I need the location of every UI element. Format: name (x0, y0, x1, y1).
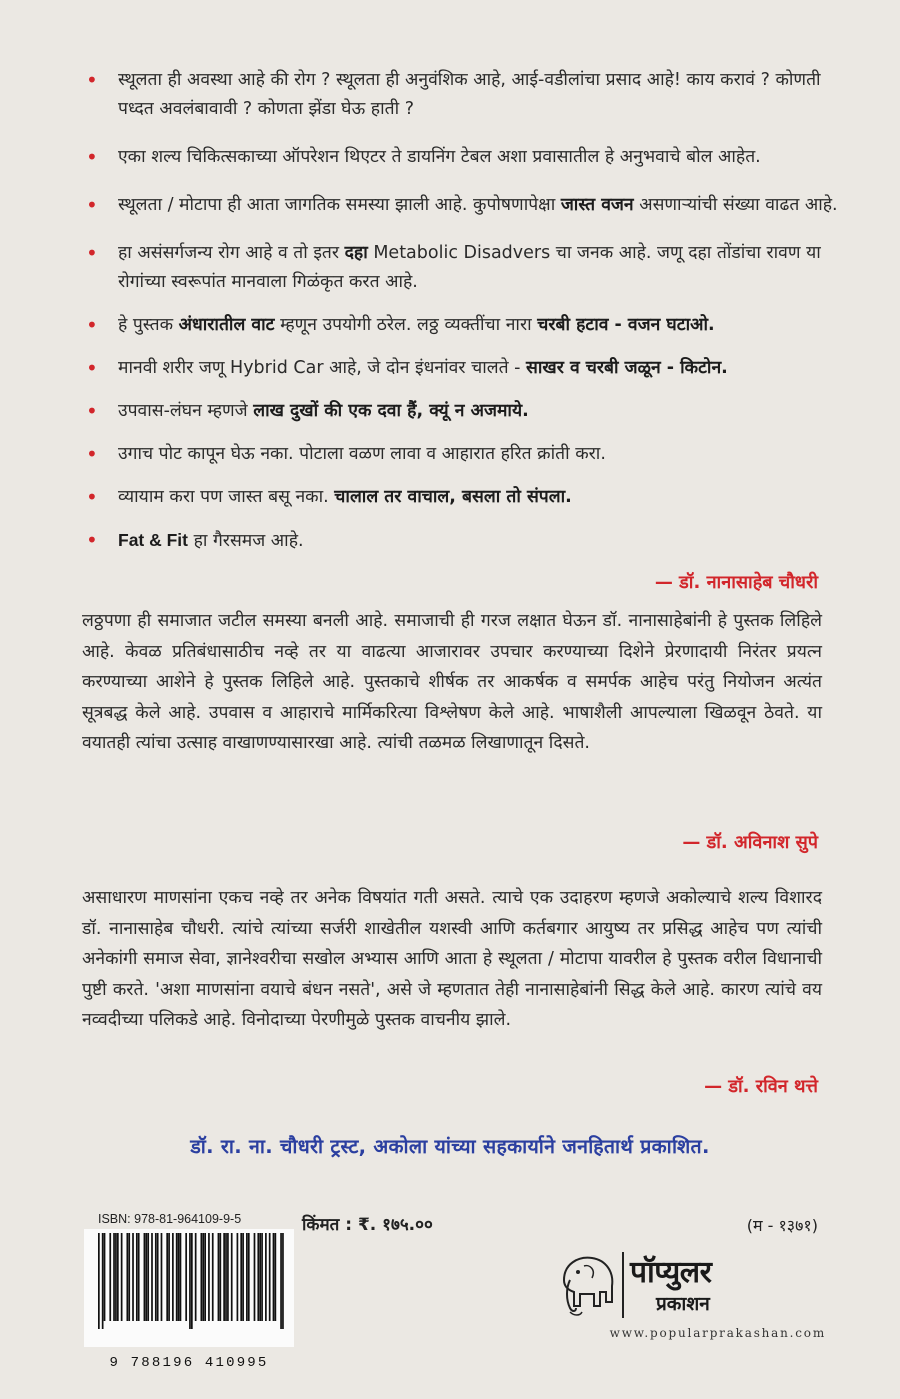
bullet-bold-text: अंधारातील वाट (178, 315, 275, 335)
bullet-dot-icon: • (86, 485, 98, 509)
barcode-bar (254, 1233, 256, 1321)
barcode-bar (195, 1233, 197, 1321)
barcode-bar (200, 1233, 202, 1321)
barcode-bar (208, 1233, 210, 1321)
barcode-bar (265, 1233, 267, 1321)
bullet-bold-text: Fat & Fit (118, 530, 188, 550)
barcode-bar (115, 1233, 117, 1321)
barcode-bar (240, 1233, 242, 1321)
bullet-item (82, 483, 842, 512)
bullet-text: स्थूलता ही अवस्था आहे की रोग ? स्थूलता ही अनुवंशिक आहे, आई-वडीलांचा प्रसाद आहे! काय करावं ? कोणती पध्दत अवलंबावावी ? कोणता झेंडा घेऊ हाती ? (118, 70, 821, 119)
review-paragraph-1: लठ्ठपणा ही समाजात जटील समस्या बनली आहे. समाजाची ही गरज लक्षात घेऊन डॉ. नानासाहेबांनी हे पुस्तक लिहिले आहे. केवळ प्रतिबंधासाठीच नव्हे तर या वाढत्या आजारावर उपचार करण्याच्या दिशेने प्रेरणादायी निरंतर प्रयत्न करण्याच्या आशेने हे पुस्तक लिहिले आहे. पुस्तकाचे शीर्षक तर आकर्षक व समर्पक आहेच परंतु नियोजन अत्यंत सूत्रबद्ध केले आहे. उपवास व आहाराचे मार्मिकरित्या विश्लेषण केले आहे. भाषाशैली आपल्याला खिळवून ठेवते. या वयातही त्यांचा उत्साह वाखाणण्यासारखा आहे. त्यांची तळमळ लिखाणातून दिसते. (82, 611, 822, 753)
barcode-bar (161, 1233, 163, 1321)
publisher-name: पॉप्युलर (630, 1255, 712, 1290)
bullet-text: उगाच पोट कापून घेऊ नका. पोटाला वळण लावा व आहारात हरित क्रांती करा. (118, 444, 606, 464)
barcode-bar (144, 1233, 146, 1321)
bullet-item (82, 526, 842, 556)
barcode-bar (257, 1233, 259, 1321)
barcode-bar (136, 1233, 138, 1321)
bullet-item (82, 397, 842, 426)
barcode-bar (121, 1233, 123, 1321)
bullet-dot-icon: • (86, 399, 98, 423)
barcode-bar (189, 1233, 191, 1329)
barcode-bar (98, 1233, 100, 1329)
logo-divider (622, 1252, 624, 1318)
bullet-item (82, 311, 842, 340)
bullet-text: Metabolic Disadvers चा जनक आहे. जणू दहा तोंडांचा रावण या रोगांच्या स्वरूपांत मानवाला गिळंकृत करत आहे. (118, 243, 821, 292)
bullet-item (82, 354, 842, 383)
bullet-dot-icon: • (86, 145, 98, 169)
barcode-bar (155, 1233, 157, 1321)
barcode (84, 1229, 294, 1347)
bullet-bold-text: जास्त वजन (560, 195, 634, 215)
bullet-bold-text: चालाल तर वाचाल, बसला तो संपला. (334, 487, 572, 507)
barcode-bar (269, 1233, 271, 1321)
barcode-bar (180, 1233, 182, 1321)
barcode-bar (204, 1233, 206, 1321)
bullet-bold-text: साखर व चरबी जळून - किटोन. (526, 358, 728, 378)
bullet-dot-icon: • (86, 241, 98, 265)
barcode-bar (168, 1233, 170, 1321)
book-code: (म - १३७१) (746, 1216, 818, 1235)
signature-ravin: — डॉ. रविन थत्ते (704, 1076, 818, 1097)
barcode-bar (138, 1233, 140, 1321)
review-paragraph-2: असाधारण माणसांना एकच नव्हे तर अनेक विषयांत गती असते. त्याचे एक उदाहरण म्हणजे अकोल्याचे शल्य विशारद डॉ. नानासाहेब चौधरी. त्यांचे त्यांच्या सर्जरी शाखेतील यशस्वी आणि कर्तबगार आयुष्य तर प्रसिद्ध आहेच पण त्यांची अनेकांगी समाज सेवा, ज्ञानेश्वरीचा सखोल अभ्यास आणि आता हे स्थूलता / मोटापा यावरील हे पुस्तक वरील विधानाची पुष्टी करते. 'अशा माणसांना वयाचे बंधन नसते', असे जे म्हणतात तेही नानासाहेबांनी सिद्ध केले आहे. कारण त्यांचे वय नव्वदीच्या पलिकडे आहे. विनोदाच्या पेरणीमुळे पुस्तक वाचनीय झाले. (82, 888, 822, 1030)
bullet-text: एका शल्य चिकित्सकाच्या ऑपरेशन थिएटर ते डायनिंग टेबल अशा प्रवासातील हे अनुभवाचे बोल आहेत. (118, 147, 761, 167)
barcode-bar (219, 1233, 221, 1321)
bullet-item (82, 191, 842, 220)
barcode-bars-icon (98, 1233, 284, 1329)
barcode-bar (166, 1233, 168, 1321)
bullet-dot-icon: • (86, 528, 98, 552)
barcode-bar (145, 1233, 147, 1321)
bullet-text: हे पुस्तक (118, 315, 179, 335)
barcode-bar (242, 1233, 244, 1321)
barcode-bar (102, 1233, 104, 1329)
barcode-bar (117, 1233, 119, 1321)
bullet-list (82, 66, 842, 556)
signature-avinash: — डॉ. अविनाश सुपे (682, 832, 818, 853)
barcode-bar (275, 1233, 277, 1321)
bullet-dot-icon: • (86, 313, 98, 337)
barcode-bar (178, 1233, 180, 1321)
bullet-text: व्यायाम करा पण जास्त बसू नका. (118, 487, 335, 507)
barcode-bar (172, 1233, 174, 1321)
barcode-bar (259, 1233, 261, 1321)
barcode-bar (225, 1233, 227, 1321)
barcode-bar (280, 1233, 282, 1329)
barcode-bar (157, 1233, 159, 1321)
bullet-dot-icon: • (86, 68, 98, 92)
barcode-bar (202, 1233, 204, 1321)
barcode-bar (227, 1233, 229, 1321)
bullet-text: उपवास-लंघन म्हणजे (118, 401, 254, 421)
bullet-text: म्हणून उपयोगी ठरेल. लठ्ठ व्यक्तींचा नारा (274, 315, 538, 335)
barcode-bar (113, 1233, 115, 1321)
barcode-bar (151, 1233, 153, 1321)
barcode-digits: 9 788196 410995 (109, 1355, 269, 1371)
barcode-bar (237, 1233, 239, 1321)
barcode-bar (191, 1233, 193, 1329)
barcode-bar (273, 1233, 275, 1321)
bullet-text: स्थूलता / मोटापा ही आता जागतिक समस्या झाली आहे. कुपोषणापेक्षा (118, 195, 561, 215)
barcode-bar (104, 1233, 106, 1321)
bullet-text: हा असंसर्गजन्य रोग आहे व तो इतर (118, 243, 345, 263)
barcode-bar (261, 1233, 263, 1321)
signature-nanasaheb: — डॉ. नानासाहेब चौधरी (654, 572, 818, 593)
barcode-bar (282, 1233, 284, 1329)
publisher-logo (556, 1248, 826, 1322)
barcode-bar (126, 1233, 128, 1321)
barcode-bar (246, 1233, 248, 1321)
bullet-bold-text: चरबी हटाव - वजन घटाओ. (537, 315, 715, 335)
bullet-dot-icon: • (86, 193, 98, 217)
bullet-item (82, 440, 842, 469)
barcode-bar (109, 1233, 111, 1321)
barcode-bar (176, 1233, 178, 1321)
barcode-bar (248, 1233, 250, 1321)
bullet-dot-icon: • (86, 442, 98, 466)
bullet-item (82, 143, 842, 172)
bullet-item (82, 66, 842, 124)
bullet-text: असणाऱ्यांची संख्या वाढत आहे. (633, 195, 838, 215)
bullet-text: मानवी शरीर जणू Hybrid Car आहे, जे दोन इंधनांवर चालते - (118, 358, 527, 378)
barcode-bar (128, 1233, 130, 1321)
barcode-bar (223, 1233, 225, 1321)
bullet-bold-text: दहा (344, 243, 368, 263)
bullet-item (82, 239, 842, 297)
barcode-bar (212, 1233, 214, 1321)
barcode-bar (185, 1233, 187, 1321)
bullet-text: हा गैरसमज आहे. (188, 531, 304, 551)
bullet-dot-icon: • (86, 356, 98, 380)
bullet-bold-text: लाख दुखों की एक दवा हैं, क्यूं न अजमाये. (253, 401, 529, 421)
publisher-url: www.popularprakashan.com (609, 1326, 826, 1340)
publisher-subtitle: प्रकाशन (656, 1293, 710, 1315)
barcode-bar (147, 1233, 149, 1321)
barcode-bar (132, 1233, 134, 1321)
barcode-bar (218, 1233, 220, 1321)
elephant-logo-icon (556, 1250, 618, 1320)
isbn-label: ISBN: 978-81-964109-9-5 (98, 1212, 242, 1226)
publish-note: डॉ. रा. ना. चौधरी ट्रस्ट, अकोला यांच्या सहकार्याने जनहितार्थ प्रकाशित. (190, 1135, 710, 1158)
price: किंमत : ₹. १७५.०० (302, 1215, 433, 1235)
barcode-bar (231, 1233, 233, 1321)
